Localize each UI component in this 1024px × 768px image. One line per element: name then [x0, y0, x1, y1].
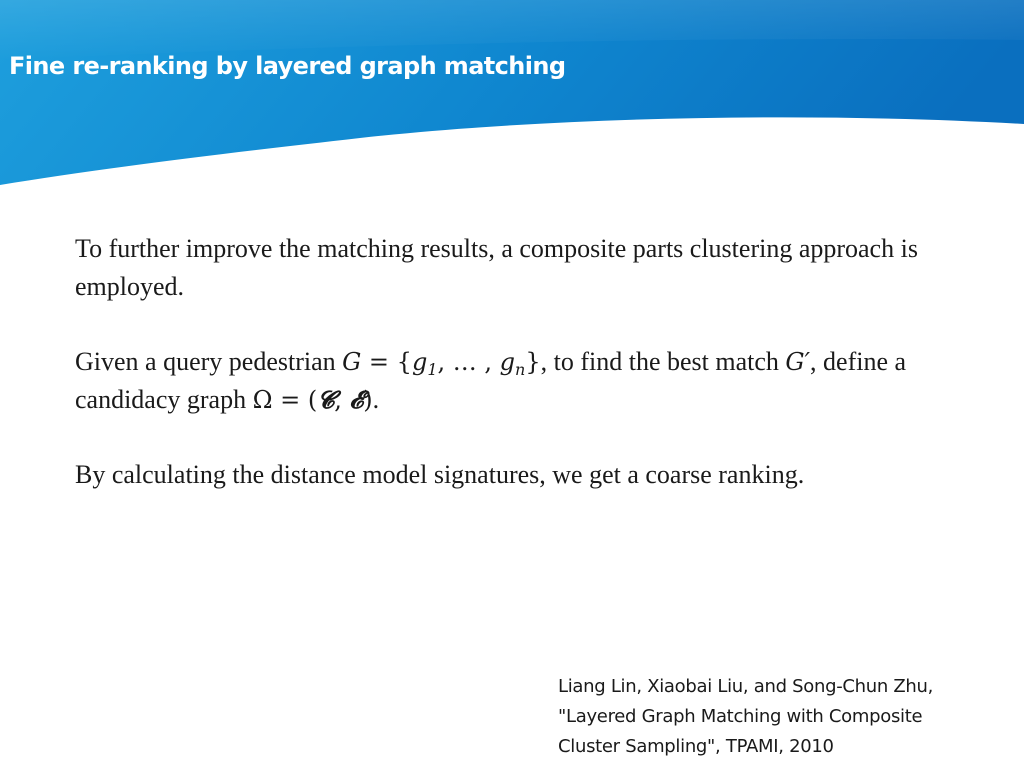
math-gn-base: g: [499, 348, 516, 376]
slide-body: [75, 230, 955, 531]
p2-text-before: Given a query pedestrian: [75, 347, 343, 376]
math-g: G: [342, 348, 362, 376]
p2-text-after: , define a candidacy graph: [75, 347, 907, 414]
citation-line-2: "Layered Graph Matching with Composite: [558, 706, 923, 727]
math-ellipsis: , … ,: [437, 348, 500, 376]
math-paren-close: ): [363, 386, 373, 414]
math-g1-base: g: [411, 348, 428, 376]
math-brace-close: }: [525, 348, 541, 376]
slide-title: Fine re-ranking by layered graph matching: [9, 52, 566, 80]
paragraph-2: [75, 343, 955, 419]
p2-text-middle: , to find the best match: [540, 347, 786, 376]
citation-line-3: Cluster Sampling", TPAMI, 2010: [558, 736, 834, 757]
header-banner: [0, 0, 1024, 190]
math-e: 𝓔: [349, 385, 364, 414]
math-gn: [499, 348, 526, 379]
citation-line-1: Liang Lin, Xiaobai Liu, and Song-Chun Zhu,: [558, 676, 934, 697]
math-comma: ,: [334, 386, 350, 414]
math-g1-sub: 1: [427, 360, 438, 379]
math-g1: [411, 348, 438, 379]
paragraph-1: To further improve the matching results, a composite parts clustering approach is employed.: [75, 234, 918, 301]
citation: [558, 672, 1008, 762]
math-g-prime: G′: [785, 348, 811, 376]
p2-text-end: .: [372, 385, 380, 414]
math-eq-open: = {: [361, 348, 412, 376]
math-c: 𝓒: [317, 385, 335, 414]
paragraph-3: By calculating the distance model signatures, we get a coarse ranking.: [75, 460, 805, 489]
math-gn-sub: n: [515, 360, 526, 379]
math-omega: Ω = (: [252, 386, 318, 414]
